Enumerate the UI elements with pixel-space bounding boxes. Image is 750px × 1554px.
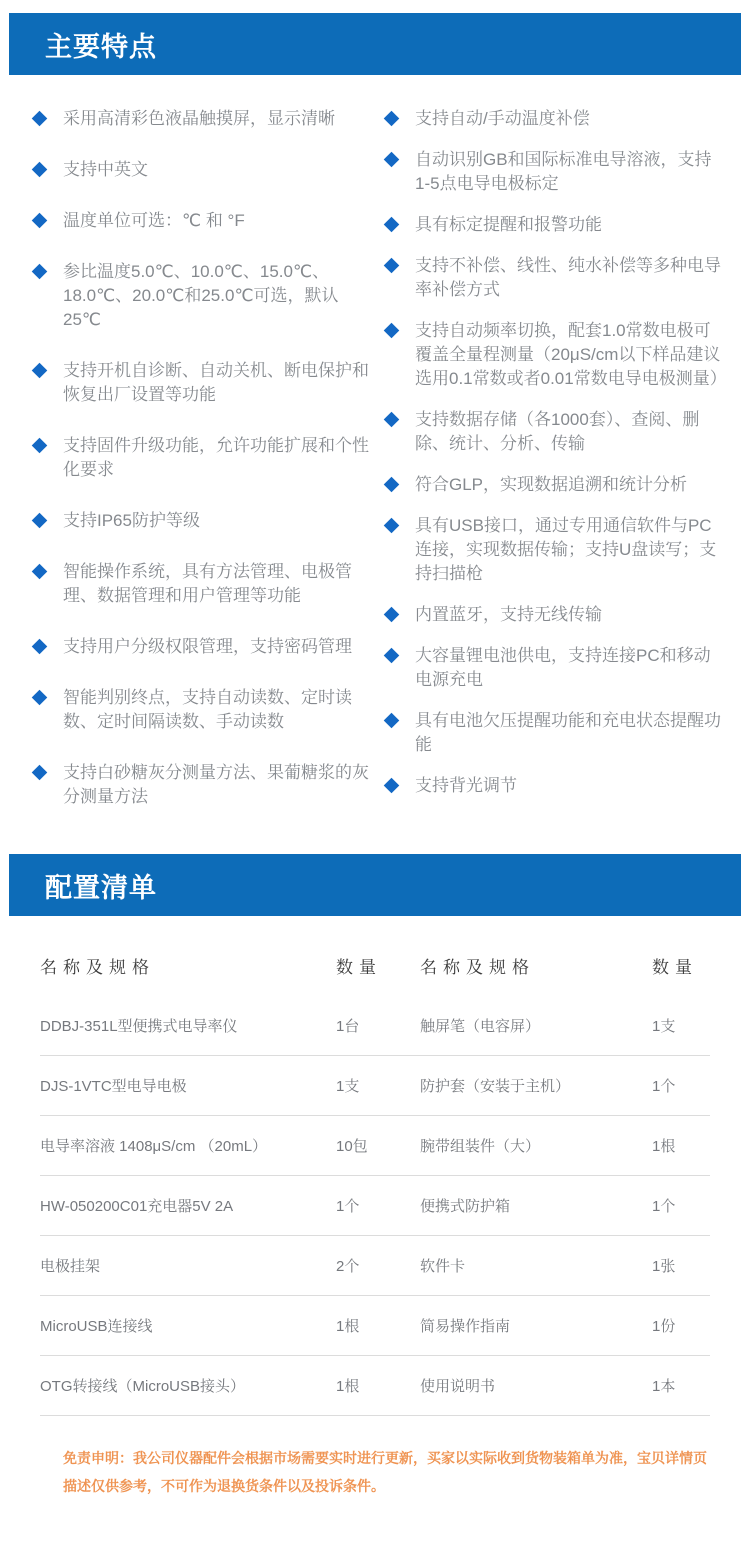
feature-text: 具有电池欠压提醒功能和充电状态提醒功能	[415, 711, 721, 754]
feature-text: 支持开机自诊断、自动关机、断电保护和恢复出厂设置等功能	[63, 361, 369, 404]
feature-item	[32, 635, 384, 659]
table-row	[40, 1236, 710, 1296]
diamond-bullet-icon	[384, 217, 400, 233]
feature-item	[384, 709, 736, 757]
item-qty: 1个	[652, 1198, 676, 1215]
feature-text: 支持固件升级功能，允许功能扩展和个性化要求	[63, 436, 369, 479]
table-row	[40, 1296, 710, 1356]
feature-text: 智能判别终点，支持自动读数、定时读数、定时间隔读数、手动读数	[63, 688, 352, 731]
feature-item	[384, 603, 736, 627]
feature-text: 具有USB接口，通过专用通信软件与PC连接，实现数据传输；支持U盘读写；支持扫描枪	[415, 516, 717, 583]
feature-item	[384, 644, 736, 692]
features-section	[0, 75, 750, 854]
diamond-bullet-icon	[32, 639, 48, 655]
item-qty: 1个	[652, 1078, 676, 1095]
feature-item	[32, 434, 384, 482]
feature-item	[32, 359, 384, 407]
diamond-bullet-icon	[32, 765, 48, 781]
diamond-bullet-icon	[384, 258, 400, 274]
feature-item	[384, 319, 736, 391]
table-row	[40, 996, 710, 1056]
feature-item	[384, 408, 736, 456]
packing-table	[40, 916, 710, 1416]
packing-list-banner	[9, 854, 741, 916]
diamond-bullet-icon	[32, 438, 48, 454]
feature-item	[32, 107, 384, 131]
feature-text: 支持不补偿、线性、纯水补偿等多种电导率补偿方式	[415, 256, 721, 299]
col-header-name-left: 名称及规格	[40, 958, 155, 977]
diamond-bullet-icon	[384, 518, 400, 534]
features-right-column	[384, 107, 736, 809]
item-qty: 1支	[652, 1018, 676, 1035]
col-header-name-right: 名称及规格	[420, 958, 535, 977]
item-name: 简易操作指南	[420, 1318, 511, 1335]
feature-text: 支持白砂糖灰分测量方法、果葡糖浆的灰分测量方法	[63, 763, 369, 806]
diamond-bullet-icon	[32, 264, 48, 280]
feature-item	[32, 761, 384, 809]
diamond-bullet-icon	[384, 778, 400, 794]
feature-text: 支持背光调节	[415, 776, 517, 795]
item-qty: 2个	[336, 1258, 360, 1275]
diamond-bullet-icon	[384, 607, 400, 623]
diamond-bullet-icon	[32, 162, 48, 178]
item-name: 便携式防护箱	[420, 1198, 511, 1215]
diamond-bullet-icon	[384, 152, 400, 168]
main-features-title: 主要特点	[45, 31, 157, 62]
table-row	[40, 1176, 710, 1236]
feature-item	[32, 509, 384, 533]
diamond-bullet-icon	[32, 213, 48, 229]
item-name: OTG转接线（MicroUSB接头）	[40, 1378, 246, 1395]
diamond-bullet-icon	[32, 513, 48, 529]
col-header-qty-left: 数量	[336, 958, 382, 977]
item-qty: 1根	[336, 1378, 360, 1395]
feature-item	[32, 209, 384, 233]
item-name: DDBJ-351L型便携式电导率仪	[40, 1018, 238, 1035]
item-qty: 10包	[336, 1138, 368, 1155]
item-qty: 1根	[336, 1318, 360, 1335]
packing-list-title: 配置清单	[45, 872, 157, 903]
feature-text: 大容量锂电池供电，支持连接PC和移动电源充电	[415, 646, 711, 689]
item-name: 触屏笔（电容屏）	[420, 1018, 541, 1035]
item-qty: 1本	[652, 1378, 676, 1395]
item-qty: 1份	[652, 1318, 676, 1335]
table-row	[40, 1116, 710, 1176]
feature-text: 自动识别GB和国际标准电导溶液，支持1-5点电导电极标定	[415, 150, 712, 193]
packing-table-header	[40, 916, 710, 996]
feature-item	[384, 148, 736, 196]
feature-text: 支持IP65防护等级	[63, 511, 200, 530]
item-name: 电极挂架	[40, 1258, 101, 1275]
feature-item	[384, 514, 736, 586]
item-qty: 1个	[336, 1198, 360, 1215]
feature-text: 参比温度5.0℃、10.0℃、15.0℃、18.0℃、20.0℃和25.0℃可选，默认25℃	[63, 262, 339, 329]
feature-text: 内置蓝牙，支持无线传输	[415, 605, 602, 624]
diamond-bullet-icon	[32, 690, 48, 706]
diamond-bullet-icon	[384, 648, 400, 664]
table-row	[40, 1056, 710, 1116]
item-name: 防护套（安装于主机）	[420, 1078, 571, 1095]
diamond-bullet-icon	[32, 363, 48, 379]
feature-text: 温度单位可选：℃ 和 °F	[63, 211, 245, 230]
table-row	[40, 1356, 710, 1416]
feature-text: 支持数据存储（各1000套）、查阅、删除、统计、分析、传输	[415, 410, 700, 453]
feature-item	[32, 686, 384, 734]
main-features-banner	[9, 13, 741, 75]
item-name: 软件卡	[420, 1258, 466, 1275]
diamond-bullet-icon	[32, 564, 48, 580]
feature-item	[32, 260, 384, 332]
feature-item	[32, 158, 384, 182]
feature-text: 支持用户分级权限管理，支持密码管理	[63, 637, 352, 656]
feature-item	[32, 560, 384, 608]
feature-text: 采用高清彩色液晶触摸屏，显示清晰	[63, 109, 335, 128]
item-qty: 1台	[336, 1018, 360, 1035]
disclaimer-text: 免责申明：我公司仪器配件会根据市场需要实时进行更新，买家以实际收到货物装箱单为准，宝贝详情页描述仅供参考，不可作为退换货条件以及投诉条件。	[63, 1450, 707, 1494]
diamond-bullet-icon	[384, 412, 400, 428]
feature-text: 支持自动频率切换，配套1.0常数电极可覆盖全量程测量（20μS/cm以下样品建议选用0.1常数或者0.01常数电导电极测量）	[415, 321, 727, 388]
feature-item	[384, 254, 736, 302]
item-name: DJS-1VTC型电导电极	[40, 1078, 187, 1095]
item-name: HW-050200C01充电器5V 2A	[40, 1198, 234, 1215]
feature-text: 具有标定提醒和报警功能	[415, 215, 602, 234]
item-name: 使用说明书	[420, 1378, 496, 1395]
feature-text: 支持中英文	[63, 160, 148, 179]
feature-item	[384, 213, 736, 237]
diamond-bullet-icon	[384, 323, 400, 339]
feature-item	[384, 473, 736, 497]
diamond-bullet-icon	[32, 111, 48, 127]
item-name: MicroUSB连接线	[40, 1318, 153, 1335]
feature-text: 智能操作系统，具有方法管理、电极管理、数据管理和用户管理等功能	[63, 562, 352, 605]
item-qty: 1支	[336, 1078, 360, 1095]
feature-item	[384, 107, 736, 131]
item-name: 腕带组装件（大）	[420, 1138, 541, 1155]
features-left-column	[32, 107, 384, 809]
feature-item	[384, 774, 736, 798]
item-qty: 1张	[652, 1258, 676, 1275]
item-name: 电导率溶液 1408μS/cm （20mL）	[40, 1138, 268, 1155]
diamond-bullet-icon	[384, 111, 400, 127]
col-header-qty-right: 数量	[652, 958, 698, 977]
feature-text: 支持自动/手动温度补偿	[415, 109, 590, 128]
diamond-bullet-icon	[384, 477, 400, 493]
item-qty: 1根	[652, 1138, 676, 1155]
feature-text: 符合GLP，实现数据追溯和统计分析	[415, 475, 688, 494]
diamond-bullet-icon	[384, 713, 400, 729]
